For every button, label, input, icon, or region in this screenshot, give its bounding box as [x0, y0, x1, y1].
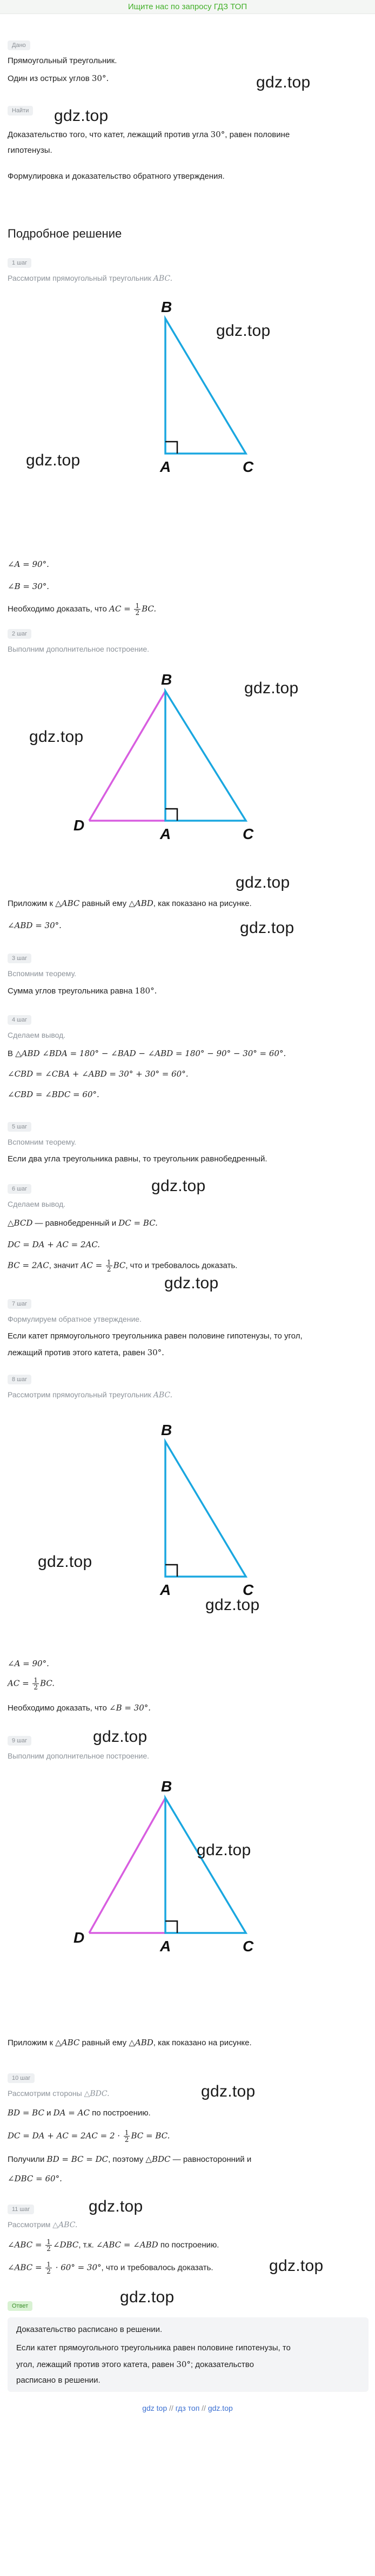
right-angle-mark	[165, 1921, 177, 1933]
step-badge: 1 шаг	[8, 258, 31, 268]
step-badge: 3 шаг	[8, 954, 31, 963]
watermark: gdz.top	[164, 1274, 219, 1292]
step11-line-2: ∠ABC = $\frac{1}{2}$ · 60° = 30°, что и требовалось доказать.	[8, 2261, 213, 2275]
find-badge: Найти	[8, 106, 33, 116]
right-angle-mark	[165, 809, 177, 821]
step2-angle: ∠ABD = 30°.	[8, 921, 62, 930]
step8-ac: AC = $\frac{1}{2}$ BC.	[8, 1676, 55, 1691]
step4-line-3: ∠CBD = ∠BDC = 60°.	[8, 1090, 99, 1099]
step2-intro: Выполним дополнительное построение.	[8, 645, 150, 653]
step6-line-2: DC = DA + AC = 2AC.	[8, 1240, 101, 1249]
watermark: gdz.top	[256, 73, 311, 91]
label-b: B	[161, 1778, 172, 1795]
step4-intro: Сделаем вывод.	[8, 1031, 66, 1039]
given-line-1: Прямоугольный треугольник.	[8, 56, 117, 65]
label-b: B	[161, 671, 172, 688]
find-line-3: Формулировка и доказательство обратного утверждения.	[8, 172, 225, 181]
step-badge: 2 шаг	[8, 629, 31, 639]
step5-text: Если два угла треугольника равны, то треугольник равнобедренный.	[8, 1154, 267, 1164]
step9-attach: Приложим к △ABC равный ему △ABD, как показано на рисунке.	[8, 2038, 252, 2047]
answer-badge: Ответ	[8, 2301, 32, 2311]
step10-line-3: Получили BD = BC = DC, поэтому △BDC — равносторонний и	[8, 2154, 252, 2164]
step-badge: 6 шаг	[8, 1184, 31, 1194]
footer-sep: //	[202, 2404, 206, 2412]
watermark: gdz.top	[244, 679, 299, 697]
step8-intro: Рассмотрим прямоугольный треугольник ABC.	[8, 1390, 173, 1399]
step10-line-2: DC = DA + AC = 2AC = 2 · $\frac{1}{2}$ BC = BC.	[8, 2129, 170, 2144]
step-badge: 4 шаг	[8, 1015, 31, 1025]
watermark: gdz.top	[201, 2083, 256, 2100]
figure-triangle-dbc-2	[0, 1776, 375, 1960]
footer-links	[0, 2404, 375, 2412]
step4-line-2: ∠CBD = ∠CBA + ∠ABD = 30° + 30° = 60°.	[8, 1069, 189, 1079]
step6-intro: Сделаем вывод.	[8, 1200, 66, 1208]
step4-line-1: В △ABD ∠BDA = 180° − ∠BAD − ∠ABD = 180° − 90° − 30° = 60°.	[8, 1049, 286, 1058]
step2-attach: Приложим к △ABC равный ему △ABD, как показано на рисунке.	[8, 898, 252, 908]
label-b: B	[161, 299, 172, 315]
solution-title: Подробное решение	[8, 227, 122, 240]
watermark: gdz.top	[205, 1596, 260, 1614]
triangle-abc	[165, 691, 246, 821]
step3-intro: Вспомним теорему.	[8, 969, 77, 978]
step9-intro: Выполним дополнительное построение.	[8, 1752, 150, 1760]
watermark: gdz.top	[269, 2257, 324, 2275]
find-line-1: Доказательство того, что катет, лежащий против угла 30°, равен половине	[8, 130, 290, 139]
step6-line-1: △BCD — равнобедренный и DC = BC.	[8, 1218, 158, 1228]
step6-line-3: BC = 2AC, значит AC = $\frac{1}{2}$ BC, что и требовалось доказать.	[8, 1259, 238, 1273]
step-badge: 5 шаг	[8, 1122, 31, 1132]
footer-link-3[interactable]: gdz.top	[207, 2404, 233, 2412]
step7-line-1: Если катет прямоугольного треугольника равен половине гипотенузы, то угол,	[8, 1331, 303, 1341]
watermark: gdz.top	[151, 1177, 206, 1195]
footer-link-1[interactable]: gdz top	[142, 2404, 168, 2412]
footer-sep: //	[169, 2404, 173, 2412]
label-d: D	[73, 817, 85, 834]
right-angle-mark	[165, 1565, 177, 1577]
step5-intro: Вспомним теорему.	[8, 1138, 77, 1146]
triangle-abc	[165, 1442, 246, 1577]
label-d: D	[73, 1929, 85, 1946]
answer-line-4: расписано в решении.	[16, 2376, 101, 2385]
find-line-2: гипотенузы.	[8, 146, 52, 155]
step7-line-2: лежащий против этого катета, равен 30°.	[8, 1348, 164, 1357]
watermark: gdz.top	[240, 919, 294, 937]
side-bd	[89, 1798, 165, 1933]
watermark: gdz.top	[93, 1728, 148, 1746]
watermark: gdz.top	[54, 107, 109, 125]
given-line-2: Один из острых углов 30°.	[8, 73, 109, 83]
answer-line-2: Если катет прямоугольного треугольника равен половине гипотенузы, то	[16, 2343, 291, 2352]
step1-angle-b: ∠B = 30°.	[8, 582, 50, 591]
label-c: C	[243, 1581, 254, 1598]
label-a: A	[160, 826, 171, 842]
watermark: gdz.top	[236, 874, 290, 891]
label-b: B	[161, 1422, 172, 1438]
label-a: A	[160, 1938, 171, 1955]
right-angle-mark	[165, 442, 177, 454]
watermark: gdz.top	[197, 1841, 251, 1859]
side-bd	[89, 691, 165, 821]
step8-angle-a: ∠A = 90°.	[8, 1659, 49, 1668]
step-badge: 8 шаг	[8, 1375, 31, 1384]
watermark: gdz.top	[38, 1553, 92, 1571]
step1-angle-a: ∠A = 90°.	[8, 559, 49, 569]
label-c: C	[243, 1938, 254, 1955]
watermark: gdz.top	[120, 2288, 175, 2306]
step-badge: 11 шаг	[8, 2205, 34, 2214]
step11-intro: Рассмотрим △ABC.	[8, 2220, 78, 2229]
step11-line-1: ∠ABC = $\frac{1}{2}$ ∠DBC, т.к. ∠ABC = ∠ABD по построению.	[8, 2238, 219, 2253]
step3-text: Сумма углов треугольника равна 180°.	[8, 986, 157, 996]
label-a: A	[160, 1581, 171, 1598]
step1-prove: Необходимо доказать, что AC = $\frac{1}{2}$ BC.	[8, 602, 157, 617]
footer-link-2[interactable]: гдз топ	[175, 2404, 200, 2412]
figure-triangle-dbc	[0, 659, 375, 842]
step-badge: 10 шаг	[8, 2073, 35, 2083]
step10-intro: Рассмотрим стороны △BDC.	[8, 2089, 110, 2098]
top-banner[interactable]: Ищите нас по запросу ГДЗ ТОП	[0, 0, 375, 14]
watermark: gdz.top	[216, 322, 271, 340]
label-c: C	[243, 458, 254, 475]
step8-prove: Необходимо доказать, что ∠B = 30°.	[8, 1703, 151, 1713]
watermark: gdz.top	[29, 728, 84, 746]
given-badge: Дано	[8, 40, 30, 50]
watermark: gdz.top	[89, 2198, 143, 2215]
answer-line-1: Доказательство расписано в решении.	[16, 2325, 163, 2334]
step-badge: 7 шаг	[8, 1299, 31, 1309]
answer-line-3: угол, лежащий против этого катета, равен 30°; доказательство	[16, 2359, 254, 2369]
step10-line-4: ∠DBC = 60°.	[8, 2174, 62, 2183]
watermark: gdz.top	[26, 451, 81, 469]
label-c: C	[243, 826, 254, 842]
triangle-abc	[165, 1798, 246, 1933]
label-a: A	[160, 458, 171, 475]
step10-line-1: BD = BC и DA = AC по построению.	[8, 2108, 151, 2118]
step-badge: 9 шаг	[8, 1736, 31, 1746]
step1-intro: Рассмотрим прямоугольный треугольник ABC.	[8, 274, 173, 283]
step7-intro: Формулируем обратное утверждение.	[8, 1315, 142, 1323]
